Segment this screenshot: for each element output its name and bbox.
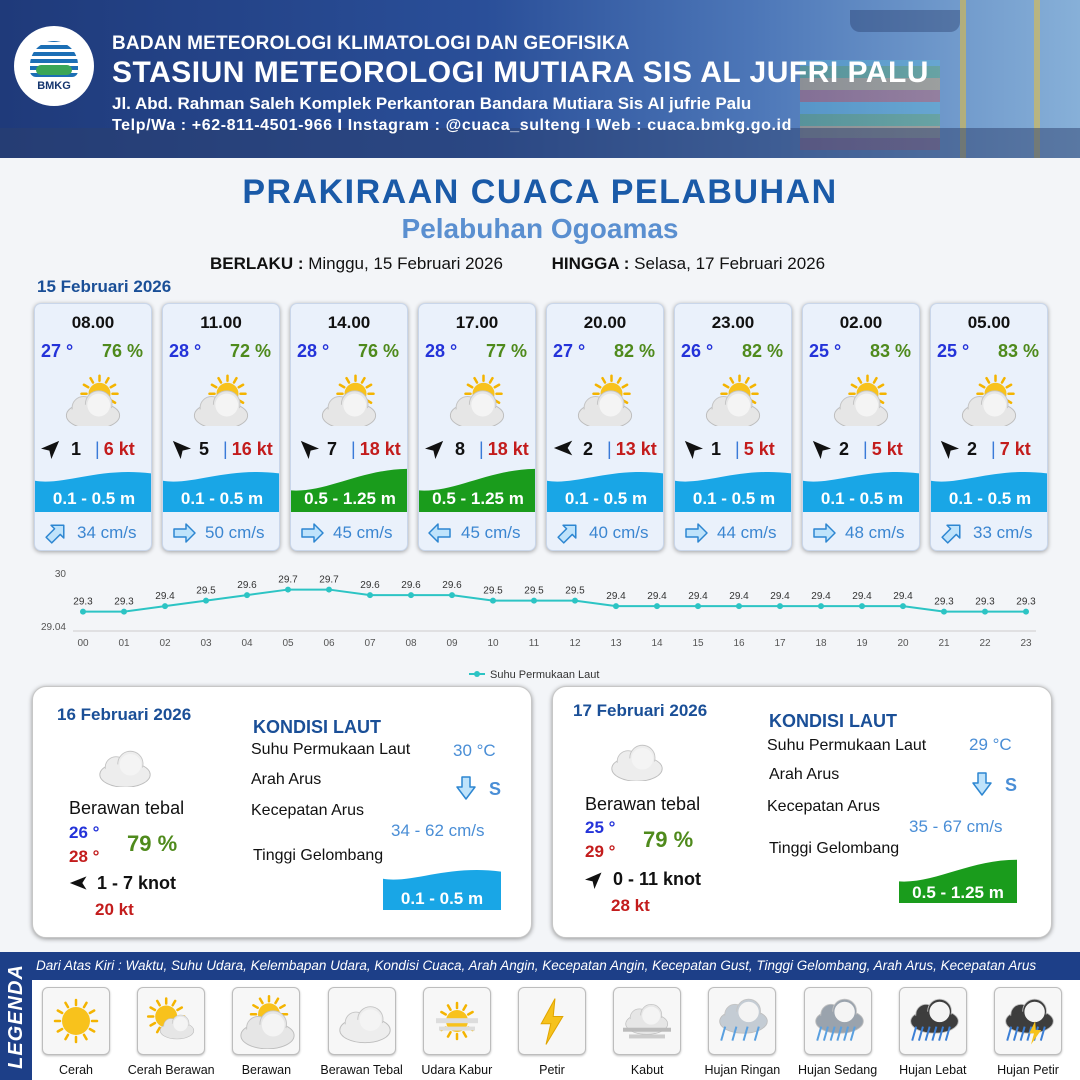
legend-item (797, 987, 878, 1077)
current-speed: 45 cm/s (461, 522, 521, 542)
current-row (35, 513, 152, 551)
legend-description: Dari Atas Kiri : Waktu, Suhu Udara, Kelembapan Udara, Kondisi Cuaca, Arah Angin, Kecepatan Angin, Kecepatan Gust, Tinggi Gelombang, Arah Arus, Kecepatan Arus (32, 952, 1080, 980)
wind-direction-icon (424, 436, 448, 460)
cloudy-icon (603, 733, 673, 781)
light-rain-icon (708, 987, 776, 1055)
sst-data-label: 29.6 (360, 580, 380, 592)
air-temperature: 26 ° (681, 341, 714, 361)
legend-item (994, 987, 1062, 1077)
current-row (163, 513, 280, 551)
station-address: Jl. Abd. Rahman Saleh Komplek Perkantoran Bandara Mutiara Sis Al jufrie Palu (112, 94, 752, 113)
current-row (419, 513, 536, 551)
gust-speed: 28 kt (611, 896, 650, 915)
sst-data-label: 29.5 (196, 585, 216, 597)
day-panel-16-feb (32, 686, 532, 938)
current-direction-icon (427, 520, 453, 546)
sst-point (572, 598, 578, 604)
max-temperature: 29 ° (585, 842, 616, 861)
hour-time: 08.00 (71, 313, 115, 332)
wind-speed: 1 (711, 439, 722, 459)
port-name: Pelabuhan Ogoamas (401, 213, 679, 244)
bmkg-logo (14, 26, 94, 106)
legend-item-label: Petir (539, 1063, 565, 1077)
legend-item (899, 987, 967, 1077)
current-direction-value: S (1005, 775, 1018, 795)
ship-illustration (850, 10, 960, 32)
partly-cloudy-icon (701, 374, 771, 426)
wave-height: 0.1 - 0.5 m (692, 489, 776, 508)
panel-date: 17 Februari 2026 (573, 701, 708, 720)
wave-height-label: Tinggi Gelombang (769, 840, 900, 857)
legend-item-label: Berawan Tebal (320, 1063, 403, 1077)
current-speed-value: 34 - 62 cm/s (391, 821, 485, 840)
hour-card (930, 303, 1048, 551)
sst-point (449, 592, 455, 598)
hour-card (162, 303, 280, 551)
wind-speed-range: 1 - 7 knot (97, 873, 177, 893)
air-temperature: 28 ° (297, 341, 330, 361)
legend-item-label: Berawan (241, 1063, 292, 1077)
legend-item-label: Hujan Ringan (704, 1063, 781, 1077)
sst-point (818, 603, 824, 609)
current-speed: 44 cm/s (717, 522, 777, 542)
gust-speed: 20 kt (95, 900, 134, 919)
x-tick-label: 17 (774, 638, 786, 649)
current-speed: 34 cm/s (77, 522, 137, 542)
sst-data-label: 29.4 (155, 591, 175, 603)
wind-speed: 5 (199, 439, 210, 459)
wave-height-label: Tinggi Gelombang (253, 847, 384, 864)
sst-point (654, 603, 660, 609)
separator: | (607, 439, 612, 459)
current-row (291, 513, 408, 551)
wind-direction-icon (585, 869, 607, 891)
legend-item (320, 987, 403, 1077)
gust-speed: 18 kt (487, 439, 529, 459)
separator: | (351, 439, 356, 459)
wind-speed-range: 0 - 11 knot (613, 869, 702, 889)
legend-item (704, 987, 781, 1077)
heavy-rain-icon (899, 987, 967, 1055)
validity-period (210, 254, 825, 274)
wave-height-value: 0.1 - 0.5 m (400, 889, 484, 908)
legend-series-name: Suhu Permukaan Laut (490, 669, 600, 681)
valid-until-value: Selasa, 17 Februari 2026 (634, 254, 826, 273)
sst-point (121, 609, 127, 615)
sst-data-label: 29.4 (770, 591, 790, 603)
forecast-date-day1: 15 Februari 2026 (37, 277, 172, 296)
x-tick-label: 18 (815, 638, 827, 649)
legend-item-label: Kabut (630, 1063, 664, 1077)
sst-point (162, 603, 168, 609)
wave-height-value: 0.5 - 1.25 m (912, 883, 1004, 902)
gust-speed: 6 kt (103, 439, 135, 459)
wave-height: 0.1 - 0.5 m (948, 489, 1032, 508)
current-speed: 45 cm/s (333, 522, 393, 542)
wind-direction-icon (40, 436, 64, 460)
legend-item (518, 987, 586, 1077)
sst-data-label: 29.6 (442, 580, 462, 592)
wind-speed: 2 (583, 439, 594, 459)
sea-conditions-title: KONDISI LAUT (253, 717, 381, 737)
current-speed: 48 cm/s (845, 522, 905, 542)
sun-icon (42, 987, 110, 1055)
sst-data-label: 29.4 (606, 591, 626, 603)
wind-direction-icon (296, 436, 320, 460)
x-tick-label: 12 (569, 638, 581, 649)
x-tick-label: 23 (1020, 638, 1032, 649)
separator: | (863, 439, 868, 459)
legend-item-label: Cerah Berawan (127, 1063, 215, 1077)
gust-speed-wrap (351, 439, 401, 460)
air-temperature: 25 ° (809, 341, 842, 361)
wind-speed: 1 (71, 439, 82, 459)
wind-direction-icon (552, 436, 576, 460)
sst-chart-svg (0, 560, 1080, 688)
x-tick-label: 08 (405, 638, 417, 649)
wind-direction-icon (936, 436, 960, 460)
sst-point (531, 598, 537, 604)
x-tick-label: 02 (159, 638, 171, 649)
legend-item (613, 987, 681, 1077)
sst-data-label: 29.4 (688, 591, 708, 603)
humidity: 79 % (127, 831, 178, 856)
x-tick-label: 15 (692, 638, 704, 649)
legend-title: LEGENDA (4, 963, 27, 1069)
wave-height: 0.1 - 0.5 m (180, 489, 264, 508)
gust-speed-wrap (223, 439, 273, 460)
gust-speed-wrap (863, 439, 903, 460)
wind-direction-icon (69, 873, 91, 895)
hour-time: 23.00 (711, 313, 755, 332)
y-tick-label: 29.04 (40, 622, 66, 633)
sst-data-label: 29.5 (483, 585, 503, 597)
x-tick-label: 04 (241, 638, 253, 649)
current-direction-icon (939, 520, 965, 546)
sst-point (900, 603, 906, 609)
x-tick-label: 03 (200, 638, 212, 649)
weather-condition: Berawan tebal (69, 798, 185, 818)
current-speed: 50 cm/s (205, 522, 265, 542)
air-temperature: 27 ° (41, 341, 74, 361)
gust-speed: 16 kt (231, 439, 273, 459)
current-direction-label: Arah Arus (251, 771, 322, 788)
x-tick-label: 06 (323, 638, 335, 649)
current-direction-icon (43, 520, 69, 546)
wave-height: 0.1 - 0.5 m (820, 489, 904, 508)
x-tick-label: 01 (118, 638, 130, 649)
sst-data-label: 29.4 (647, 591, 667, 603)
cloudy-icon (328, 987, 396, 1055)
hourly-forecast-cards (34, 303, 1052, 551)
humidity: 77 % (485, 341, 527, 361)
wind-direction-icon (168, 436, 192, 460)
legend-item-label: Udara Kabur (421, 1063, 493, 1077)
x-tick-label: 09 (446, 638, 458, 649)
sst-point (408, 592, 414, 598)
sst-point (613, 603, 619, 609)
x-tick-label: 13 (610, 638, 622, 649)
sst-point (80, 609, 86, 615)
separator: | (223, 439, 228, 459)
valid-from-value: Minggu, 15 Februari 2026 (308, 254, 503, 273)
partly-cloudy-icon (189, 374, 259, 426)
sst-point (736, 603, 742, 609)
sst-point (695, 603, 701, 609)
hour-card (290, 303, 408, 551)
bmkg-logo-text: BMKG (37, 79, 71, 92)
hour-card (418, 303, 536, 551)
sst-label: Suhu Permukaan Laut (251, 741, 411, 758)
moderate-rain-icon (804, 987, 872, 1055)
sst-data-label: 29.3 (934, 596, 954, 608)
hour-time: 11.00 (200, 313, 242, 332)
sst-line (83, 590, 1026, 612)
legend-item (232, 987, 300, 1077)
wind-speed: 8 (455, 439, 466, 459)
legend-item-label: Cerah (58, 1063, 94, 1077)
sst-data-label: 29.5 (524, 585, 544, 597)
hour-time: 17.00 (455, 313, 499, 332)
bmkg-globe-icon (30, 41, 78, 77)
sst-data-label: 29.4 (811, 591, 831, 603)
sst-value: 30 °C (453, 741, 496, 760)
humidity: 76 % (101, 341, 143, 361)
sst-value: 29 °C (969, 735, 1012, 754)
sst-point (367, 592, 373, 598)
wind-speed: 2 (839, 439, 850, 459)
x-tick-label: 14 (651, 638, 663, 649)
valid-from-label: BERLAKU : (210, 254, 304, 273)
partly-cloudy-icon (573, 374, 643, 426)
hour-time: 02.00 (839, 313, 883, 332)
legend-item-label: Hujan Petir (997, 1063, 1059, 1077)
sst-point (777, 603, 783, 609)
partly-cloudy-icon (957, 374, 1027, 426)
haze-icon (423, 987, 491, 1055)
sst-point (859, 603, 865, 609)
sst-point (982, 609, 988, 615)
air-temperature: 25 ° (937, 341, 970, 361)
legend-point-swatch (474, 671, 480, 677)
wind-direction-icon (808, 436, 832, 460)
station-name: STASIUN METEOROLOGI MUTIARA SIS AL JUFRI PALU (112, 56, 929, 89)
current-direction-icon (455, 775, 477, 801)
thunderstorm-icon (994, 987, 1062, 1055)
partly-cloudy-icon (232, 987, 300, 1055)
max-temperature: 28 ° (69, 847, 100, 866)
partly-cloudy-icon (317, 374, 387, 426)
separator: | (95, 439, 100, 459)
current-direction-icon (811, 520, 837, 546)
partly-cloudy-icon (829, 374, 899, 426)
fog-icon (613, 987, 681, 1055)
wave-height: 0.1 - 0.5 m (564, 489, 648, 508)
current-row (931, 513, 1048, 551)
sst-data-label: 29.5 (565, 585, 585, 597)
sst-point (244, 592, 250, 598)
current-direction-value: S (489, 779, 502, 799)
partly-cloudy-icon (445, 374, 515, 426)
wind-speed: 7 (327, 439, 338, 459)
separator: | (735, 439, 740, 459)
sst-data-label: 29.4 (852, 591, 872, 603)
air-temperature: 27 ° (553, 341, 586, 361)
cloudy-icon (91, 739, 161, 787)
wave-height: 0.1 - 0.5 m (52, 489, 136, 508)
current-direction-icon (555, 520, 581, 546)
separator: | (479, 439, 484, 459)
hour-time: 20.00 (583, 313, 627, 332)
legend-item (421, 987, 493, 1077)
sst-point (285, 587, 291, 593)
gust-speed-wrap (95, 439, 135, 460)
legend-side-title (0, 952, 32, 1080)
legend-item (127, 987, 215, 1077)
current-row (675, 513, 792, 551)
x-tick-label: 11 (528, 638, 540, 649)
current-speed-value: 35 - 67 cm/s (909, 817, 1003, 836)
sea-surface-temperature-chart (0, 560, 1080, 688)
current-row (547, 513, 664, 551)
gust-speed: 7 kt (999, 439, 1031, 459)
wind-direction-icon (680, 436, 704, 460)
day-panel-17-feb (552, 686, 1052, 938)
current-speed-label: Kecepatan Arus (251, 802, 364, 819)
sst-point (490, 598, 496, 604)
sst-data-label: 29.6 (237, 580, 257, 592)
humidity: 79 % (643, 827, 694, 852)
min-temperature: 25 ° (585, 818, 616, 837)
gust-speed: 13 kt (615, 439, 657, 459)
x-tick-label: 21 (938, 638, 950, 649)
current-direction-icon (171, 520, 197, 546)
hour-card (674, 303, 792, 551)
page-title: PRAKIRAAN CUACA PELABUHAN (242, 173, 838, 211)
header-banner (0, 0, 1080, 158)
humidity: 83 % (997, 341, 1039, 361)
sst-data-label: 29.7 (319, 574, 339, 586)
current-speed: 33 cm/s (973, 522, 1033, 542)
humidity: 76 % (357, 341, 399, 361)
current-direction-icon (683, 520, 709, 546)
humidity: 82 % (613, 341, 655, 361)
hour-card (802, 303, 920, 551)
wind-speed: 2 (967, 439, 978, 459)
y-tick-label: 30 (54, 569, 66, 580)
sst-data-label: 29.3 (73, 596, 93, 608)
agency-name: BADAN METEOROLOGI KLIMATOLOGI DAN GEOFISIKA (112, 33, 630, 54)
sst-data-label: 29.7 (278, 574, 298, 586)
gust-speed: 18 kt (359, 439, 401, 459)
x-tick-label: 00 (77, 638, 89, 649)
wave-height: 0.5 - 1.25 m (432, 489, 524, 508)
air-temperature: 28 ° (169, 341, 202, 361)
hour-card (546, 303, 664, 551)
hour-time: 05.00 (967, 313, 1011, 332)
legend-items (42, 987, 1080, 1080)
sst-point (203, 598, 209, 604)
sst-point (941, 609, 947, 615)
sst-data-label: 29.6 (401, 580, 421, 592)
current-direction-label: Arah Arus (769, 766, 840, 783)
legend-item-label: Hujan Sedang (797, 1063, 878, 1077)
weather-condition: Berawan tebal (585, 794, 701, 814)
gust-speed: 5 kt (871, 439, 903, 459)
x-tick-label: 05 (282, 638, 294, 649)
humidity: 83 % (869, 341, 911, 361)
gust-speed-wrap (607, 439, 657, 460)
hour-card (34, 303, 152, 551)
legend-item-label: Hujan Lebat (899, 1063, 967, 1077)
sst-data-label: 29.3 (1016, 596, 1036, 608)
x-tick-label: 20 (897, 638, 909, 649)
sun-cloud-icon (137, 987, 205, 1055)
humidity: 72 % (229, 341, 271, 361)
hour-time: 14.00 (327, 313, 371, 332)
lightning-icon (518, 987, 586, 1055)
current-direction-icon (299, 520, 325, 546)
current-speed-label: Kecepatan Arus (767, 798, 880, 815)
gust-speed: 5 kt (743, 439, 775, 459)
sst-data-label: 29.4 (893, 591, 913, 603)
legend (0, 952, 1080, 1080)
min-temperature: 26 ° (69, 823, 100, 842)
x-tick-label: 10 (487, 638, 499, 649)
partly-cloudy-icon (61, 374, 131, 426)
x-tick-label: 19 (856, 638, 868, 649)
gust-speed-wrap (735, 439, 775, 460)
sst-data-label: 29.4 (729, 591, 749, 603)
sst-data-label: 29.3 (975, 596, 995, 608)
x-tick-label: 22 (979, 638, 991, 649)
gust-speed-wrap (479, 439, 529, 460)
valid-until-label: HINGGA : (551, 254, 630, 273)
sst-label: Suhu Permukaan Laut (767, 737, 927, 754)
legend-item (42, 987, 110, 1077)
sst-point (326, 587, 332, 593)
x-tick-label: 07 (364, 638, 376, 649)
current-direction-icon (971, 771, 993, 797)
air-temperature: 28 ° (425, 341, 458, 361)
x-tick-label: 16 (733, 638, 745, 649)
sea-conditions-title: KONDISI LAUT (769, 711, 897, 731)
sst-data-label: 29.3 (114, 596, 134, 608)
gust-speed-wrap (991, 439, 1031, 460)
separator: | (991, 439, 996, 459)
current-speed: 40 cm/s (589, 522, 649, 542)
current-row (803, 513, 920, 551)
wave-height: 0.5 - 1.25 m (304, 489, 396, 508)
humidity: 82 % (741, 341, 783, 361)
panel-date: 16 Februari 2026 (57, 705, 192, 724)
sst-point (1023, 609, 1029, 615)
station-contact: Telp/Wa : +62-811-4501-966 I Instagram : @cuaca_sulteng I Web : cuaca.bmkg.go.id (112, 117, 792, 134)
